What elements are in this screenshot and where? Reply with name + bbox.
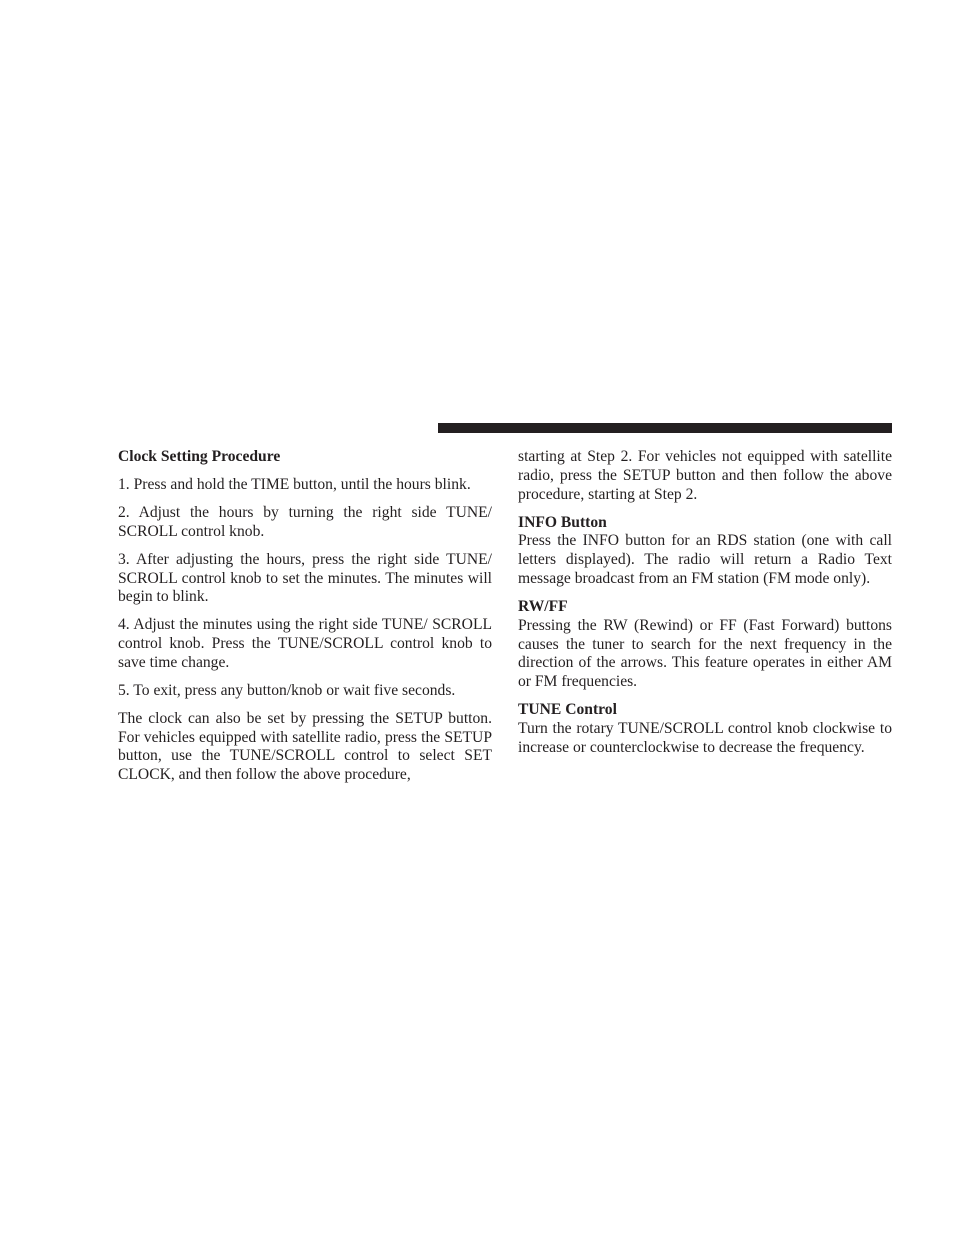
clock-setting-heading: Clock Setting Procedure: [118, 448, 281, 465]
tune-control-section: [518, 701, 892, 757]
continuation-paragraph: starting at Step 2. For vehicles not equipped with satellite radio, press the SETUP button and then follow the above procedure, starting at Step 2.: [518, 448, 892, 503]
info-button-body: Press the INFO button for an RDS station (one with call letters displayed). The radio will return a Radio Text message broadcast from an FM station (FM mode only).: [518, 532, 892, 587]
setup-paragraph: The clock can also be set by pressing the SETUP button. For vehicles equipped with satellite radio, press the SETUP button, use the TUNE/SCROLL control to select SET CLOCK, and then follow the above procedure,: [118, 709, 492, 784]
header-rule: [438, 423, 892, 433]
tune-control-heading: TUNE Control: [518, 701, 617, 719]
info-button-heading: INFO Button: [518, 513, 607, 531]
clock-step-2: 2. Adjust the hours by turning the right side TUNE/ SCROLL control knob.: [118, 503, 492, 540]
clock-step-1: 1. Press and hold the TIME button, until the hours blink.: [118, 475, 471, 493]
clock-step-4: 4. Adjust the minutes using the right side TUNE/ SCROLL control knob. Press the TUNE/SCROLL control knob to save time change.: [118, 616, 492, 671]
right-column: [518, 448, 892, 767]
tune-control-body: Turn the rotary TUNE/SCROLL control knob clockwise to increase or counterclockwise to decrease the frequency.: [518, 719, 892, 756]
clock-step-3: 3. After adjusting the hours, press the right side TUNE/ SCROLL control knob to set the minutes. The minutes will begin to blink.: [118, 550, 492, 606]
info-button-section: [518, 514, 892, 589]
rw-ff-heading: RW/FF: [518, 597, 568, 615]
rw-ff-section: [518, 598, 892, 692]
left-column: [118, 448, 492, 794]
rw-ff-body: Pressing the RW (Rewind) or FF (Fast Forward) buttons causes the tuner to search for the next frequency in the direction of the arrows. This feature operates in either AM or FM frequencies.: [518, 616, 892, 691]
clock-step-5: 5. To exit, press any button/knob or wait five seconds.: [118, 681, 456, 699]
